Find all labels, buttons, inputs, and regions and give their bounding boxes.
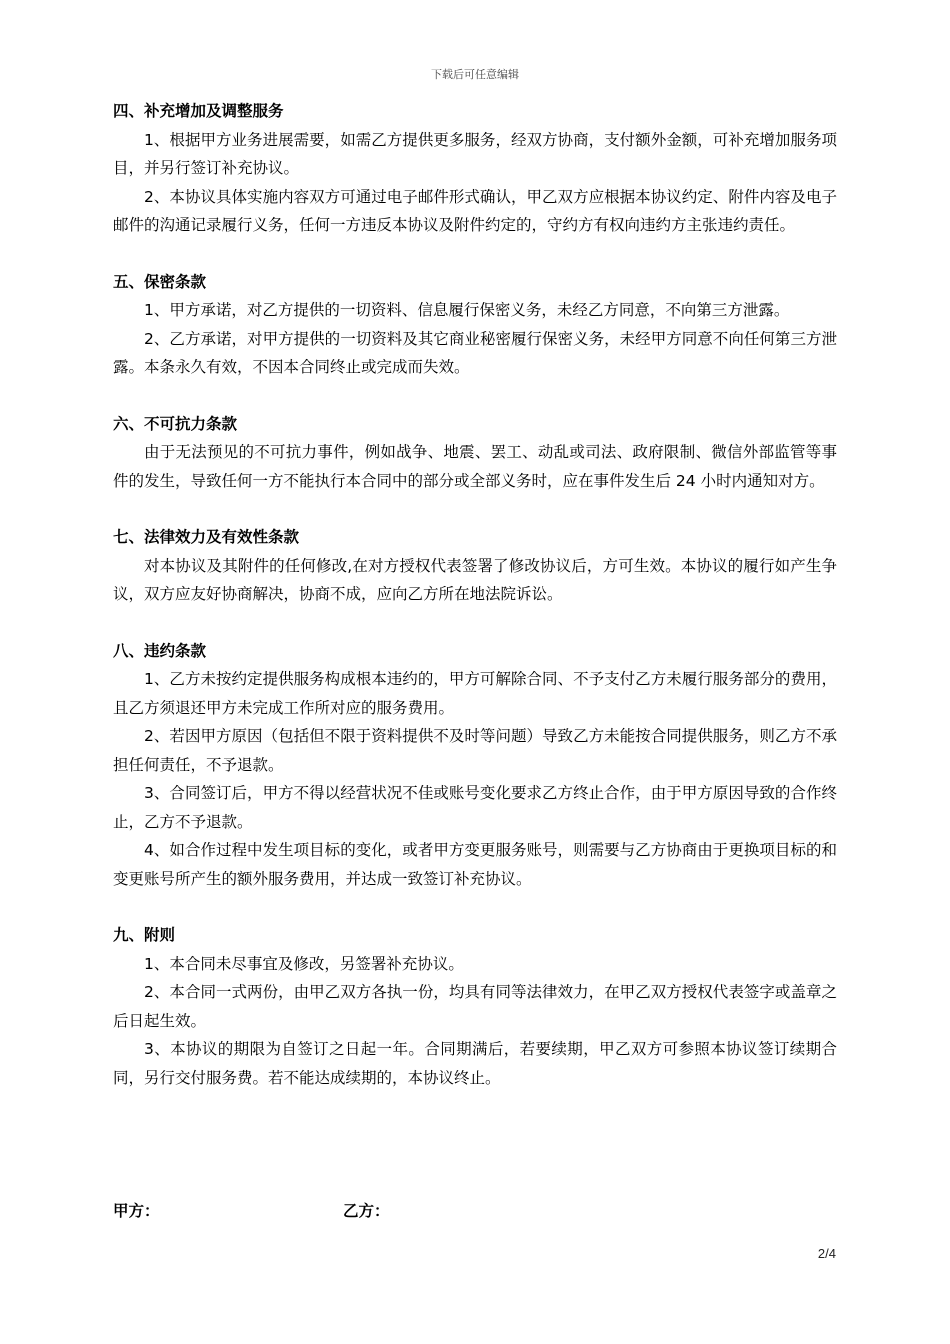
section-title: 八、违约条款 [113,641,207,660]
header-note: 下载后可任意编辑 [431,68,519,81]
party-a-signature-label: 甲方： [113,1202,160,1220]
clause-paragraph: 2、乙方承诺，对甲方提供的一切资料及其它商业秘密履行保密义务，未经甲方同意不向任何第三方泄露。本条永久有效，不因本合同终止或完成而失效。 [113,329,837,376]
clause-paragraph: 1、本合同未尽事宜及修改，另签署补充协议。 [144,954,464,973]
section-title: 六、不可抗力条款 [113,414,238,433]
party-b-signature-label: 乙方： [343,1202,390,1220]
section-legal-effect [113,523,837,609]
clause-paragraph: 1、甲方承诺，对乙方提供的一切资料、信息履行保密义务，未经乙方同意，不向第三方泄露。 [144,301,790,319]
clause-paragraph: 2、本合同一式两份，由甲乙双方各执一份，均具有同等法律效力，在甲乙双方授权代表签字或盖章之后日起生效。 [113,983,837,1030]
section-confidentiality [113,268,837,382]
section-supplementary-provisions [113,921,837,1092]
clause-paragraph: 由于无法预见的不可抗力事件，例如战争、地震、罢工、动乱或司法、政府限制、微信外部监管等事件的发生，导致任何一方不能执行本合同中的部分或全部义务时，应在事件发生后 24 小时内通知对方。 [113,443,837,490]
clause-paragraph: 4、如合作过程中发生项目标的变化，或者甲方变更服务账号，则需要与乙方协商由于更换项目标的和变更账号所产生的额外服务费用，并达成一致签订补充协议。 [113,841,837,888]
clause-paragraph: 1、乙方未按约定提供服务构成根本违约的，甲方可解除合同、不予支付乙方未履行服务部分的费用，且乙方须退还甲方未完成工作所对应的服务费用。 [113,670,837,717]
section-title: 九、附则 [113,926,176,944]
clause-paragraph: 2、若因甲方原因（包括但不限于资料提供不及时等问题）导致乙方未能按合同提供服务，则乙方不承担任何责任，不予退款。 [113,727,837,774]
clause-paragraph: 3、合同签订后，甲方不得以经营状况不佳或账号变化要求乙方终止合作，由于甲方原因导致的合作终止，乙方不予退款。 [113,784,837,831]
clause-paragraph: 2、本协议具体实施内容双方可通过电子邮件形式确认，甲乙双方应根据本协议约定、附件内容及电子邮件的沟通记录履行义务，任何一方违反本协议及附件约定的，守约方有权向违约方主张违约责任。 [113,187,837,234]
section-title: 七、法律效力及有效性条款 [113,528,300,546]
section-title: 五、保密条款 [113,272,207,291]
document-body [113,97,837,1120]
section-breach [113,637,837,894]
clause-paragraph: 对本协议及其附件的任何修改,在对方授权代表签署了修改协议后，方可生效。本协议的履行如产生争议，双方应友好协商解决，协商不成，应向乙方所在地法院诉讼。 [113,556,837,603]
clause-paragraph: 1、根据甲方业务进展需要，如需乙方提供更多服务，经双方协商，支付额外金额，可补充增加服务项目，并另行签订补充协议。 [113,130,837,177]
section-force-majeure [113,410,837,496]
section-title: 四、补充增加及调整服务 [113,102,284,120]
clause-paragraph: 3、本协议的期限为自签订之日起一年。合同期满后，若要续期，甲乙双方可参照本协议签订续期合同，另行交付服务费。若不能达成续期的，本协议终止。 [113,1040,837,1087]
page-number: 2/4 [817,1246,836,1261]
section-supplementary-services [113,97,837,240]
